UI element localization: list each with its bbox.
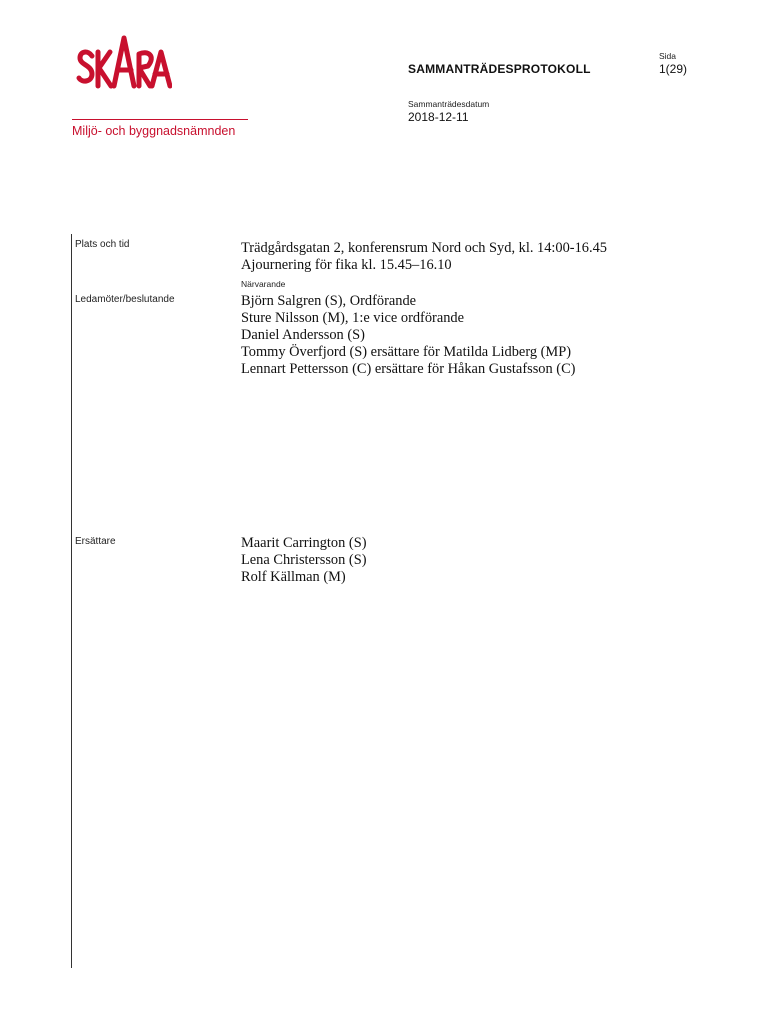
document-title: SAMMANTRÄDESPROTOKOLL bbox=[408, 62, 591, 76]
member-line: Tommy Överfjord (S) ersättare för Matilda Lidberg (MP) bbox=[241, 344, 572, 360]
members-block bbox=[241, 293, 575, 378]
place-time-label: Plats och tid bbox=[75, 239, 130, 250]
header-divider bbox=[72, 119, 248, 120]
member-line: Daniel Andersson (S) bbox=[241, 327, 365, 343]
substitute-line: Rolf Källman (M) bbox=[241, 569, 346, 585]
place-time-block bbox=[241, 240, 607, 274]
member-line: Sture Nilsson (M), 1:e vice ordförande bbox=[241, 310, 464, 326]
meeting-date-label: Sammanträdesdatum bbox=[408, 99, 490, 109]
substitute-line: Lena Christersson (S) bbox=[241, 552, 367, 568]
organization-name: Miljö- och byggnadsnämnden bbox=[72, 124, 236, 138]
present-label: Närvarande bbox=[241, 279, 286, 289]
page-number: 1(29) bbox=[659, 62, 688, 76]
member-line: Björn Salgren (S), Ordförande bbox=[241, 293, 417, 309]
members-label: Ledamöter/beslutande bbox=[75, 294, 175, 305]
meeting-date: 2018-12-11 bbox=[408, 110, 469, 124]
place-time-line: Trädgårdsgatan 2, konferensrum Nord och Syd, kl. 14:00-16.45 bbox=[241, 240, 607, 256]
member-line: Lennart Pettersson (C) ersättare för Håkan Gustafsson (C) bbox=[241, 361, 576, 377]
substitutes-block bbox=[241, 535, 367, 586]
skara-logo bbox=[76, 34, 172, 94]
place-time-line: Ajournering för fika kl. 15.45–16.10 bbox=[241, 257, 452, 273]
margin-rule bbox=[71, 234, 72, 968]
page-label: Sida bbox=[659, 51, 677, 61]
substitutes-label: Ersättare bbox=[75, 536, 116, 547]
substitute-line: Maarit Carrington (S) bbox=[241, 535, 367, 551]
